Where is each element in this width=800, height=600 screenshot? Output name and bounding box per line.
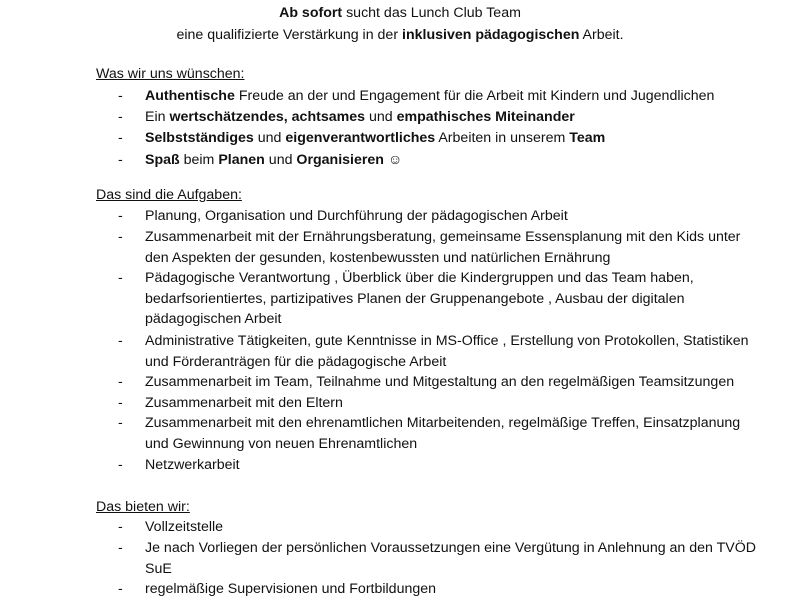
list-item-text	[145, 331, 758, 372]
text-run: Zusammenarbeit im Team, Teilnahme und Mitgestaltung an den regelmäßigen Teamsitzungen	[145, 374, 735, 390]
bold-run: Planen	[218, 152, 265, 168]
text-run: und	[264, 152, 297, 168]
text-run: Je nach Vorliegen der persönlichen Voraussetzungen eine Vergütung in Anlehnung an den TVÖD SuE	[145, 540, 757, 577]
bullet-dash: -	[118, 88, 123, 104]
bold-run: empathisches Miteinander	[396, 109, 575, 125]
list-item-text	[145, 372, 758, 393]
list-item	[118, 227, 758, 268]
list-item	[118, 393, 758, 414]
bullet-dash: -	[118, 415, 123, 431]
list-item-text	[145, 393, 758, 414]
bold-run: Team	[569, 130, 606, 146]
list-item	[118, 579, 758, 600]
list-item-text	[145, 227, 758, 268]
bold-run: wertschätzendes, achtsames	[169, 109, 366, 125]
list-item-text	[145, 206, 758, 227]
text-run: Zusammenarbeit mit den Eltern	[145, 395, 343, 411]
list-item	[118, 268, 758, 330]
bullet-dash: -	[118, 581, 123, 597]
list-item	[118, 455, 758, 476]
bullet-dash: -	[118, 519, 123, 535]
bullet-dash: -	[118, 109, 123, 125]
list-item	[118, 206, 758, 227]
list-item	[118, 372, 758, 393]
list-item-text	[145, 538, 758, 579]
list-item-text	[145, 579, 758, 600]
text-run: ☺	[383, 152, 403, 168]
intro-line-2	[0, 24, 800, 46]
list-item	[118, 150, 758, 171]
bullet-dash: -	[118, 270, 123, 286]
bold-run: Ab sofort	[279, 5, 343, 21]
list-item-text	[145, 268, 758, 330]
intro-line-1	[0, 2, 800, 24]
section-title-tasks: Das sind die Aufgaben:	[96, 187, 242, 203]
list-item-text	[145, 128, 758, 149]
bold-run: inklusiven pädagogischen	[402, 27, 580, 43]
list-item	[118, 538, 758, 579]
bold-run: Authentische	[145, 88, 235, 104]
list-item	[118, 331, 758, 372]
list-item	[118, 517, 758, 538]
text-run: beim	[179, 152, 219, 168]
list-item	[118, 128, 758, 149]
bullet-dash: -	[118, 374, 123, 390]
text-run: Planung, Organisation und Durchführung der pädagogischen Arbeit	[145, 208, 568, 224]
text-run: Administrative Tätigkeiten, gute Kenntnisse in MS-Office , Erstellung von Protokollen, Statistiken und Förderanträgen für die pädagogische Arbeit	[145, 333, 749, 370]
bold-run: Selbstständiges	[145, 130, 254, 146]
text-run: Ein	[145, 109, 170, 125]
section-title-offers: Das bieten wir:	[96, 499, 190, 515]
intro-heading	[0, 0, 800, 46]
section-title-wishes: Was wir uns wünschen:	[96, 66, 245, 82]
bullet-dash: -	[118, 229, 123, 245]
text-run: Pädagogische Verantwortung , Überblick über die Kindergruppen und das Team haben, bedarfsorientiertes, partizipatives Planen der Gruppenangebote , Ausbau der digitalen pädagogischen Arbeit	[145, 270, 694, 328]
bullet-dash: -	[118, 152, 123, 168]
bullet-dash: -	[118, 457, 123, 473]
bullet-dash: -	[118, 540, 123, 556]
list-item-text	[145, 517, 758, 538]
text-run: Vollzeitstelle	[145, 519, 224, 535]
bullet-dash: -	[118, 130, 123, 146]
text-run: und	[365, 109, 397, 125]
list-item-text	[145, 455, 758, 476]
text-run: und	[253, 130, 286, 146]
text-run: Zusammenarbeit mit der Ernährungsberatung, gemeinsame Essensplanung mit den Kids unter den Aspekten der gesunden, kostenbewussten und natürlichen Ernährung	[145, 229, 741, 266]
list-item	[118, 107, 758, 128]
text-run: Freude an der und Engagement für die Arbeit mit Kindern und Jugendlichen	[234, 88, 715, 104]
bullet-dash: -	[118, 333, 123, 349]
bullet-dash: -	[118, 208, 123, 224]
text-run: Zusammenarbeit mit den ehrenamtlichen Mitarbeitenden, regelmäßige Treffen, Einsatzplanung und Gewinnung von neuen Ehrenamtlichen	[145, 415, 741, 452]
text-run: regelmäßige Supervisionen und Fortbildungen	[145, 581, 437, 597]
bold-run: eigenverantwortliches	[285, 130, 436, 146]
list-item-text	[145, 107, 758, 128]
list-item-text	[145, 413, 758, 454]
list-item-text	[145, 86, 758, 107]
text-run: eine qualifizierte Verstärkung in der	[176, 27, 402, 43]
bullet-dash: -	[118, 395, 123, 411]
text-run: Arbeiten in unserem	[435, 130, 570, 146]
text-run: Arbeit.	[579, 27, 624, 43]
bold-run: Organisieren	[296, 152, 384, 168]
bold-run: Spaß	[145, 152, 180, 168]
list-item	[118, 413, 758, 454]
text-run: Netzwerkarbeit	[145, 457, 240, 473]
text-run: sucht das Lunch Club Team	[342, 5, 521, 21]
list-item	[118, 86, 758, 107]
list-item-text	[145, 150, 758, 171]
